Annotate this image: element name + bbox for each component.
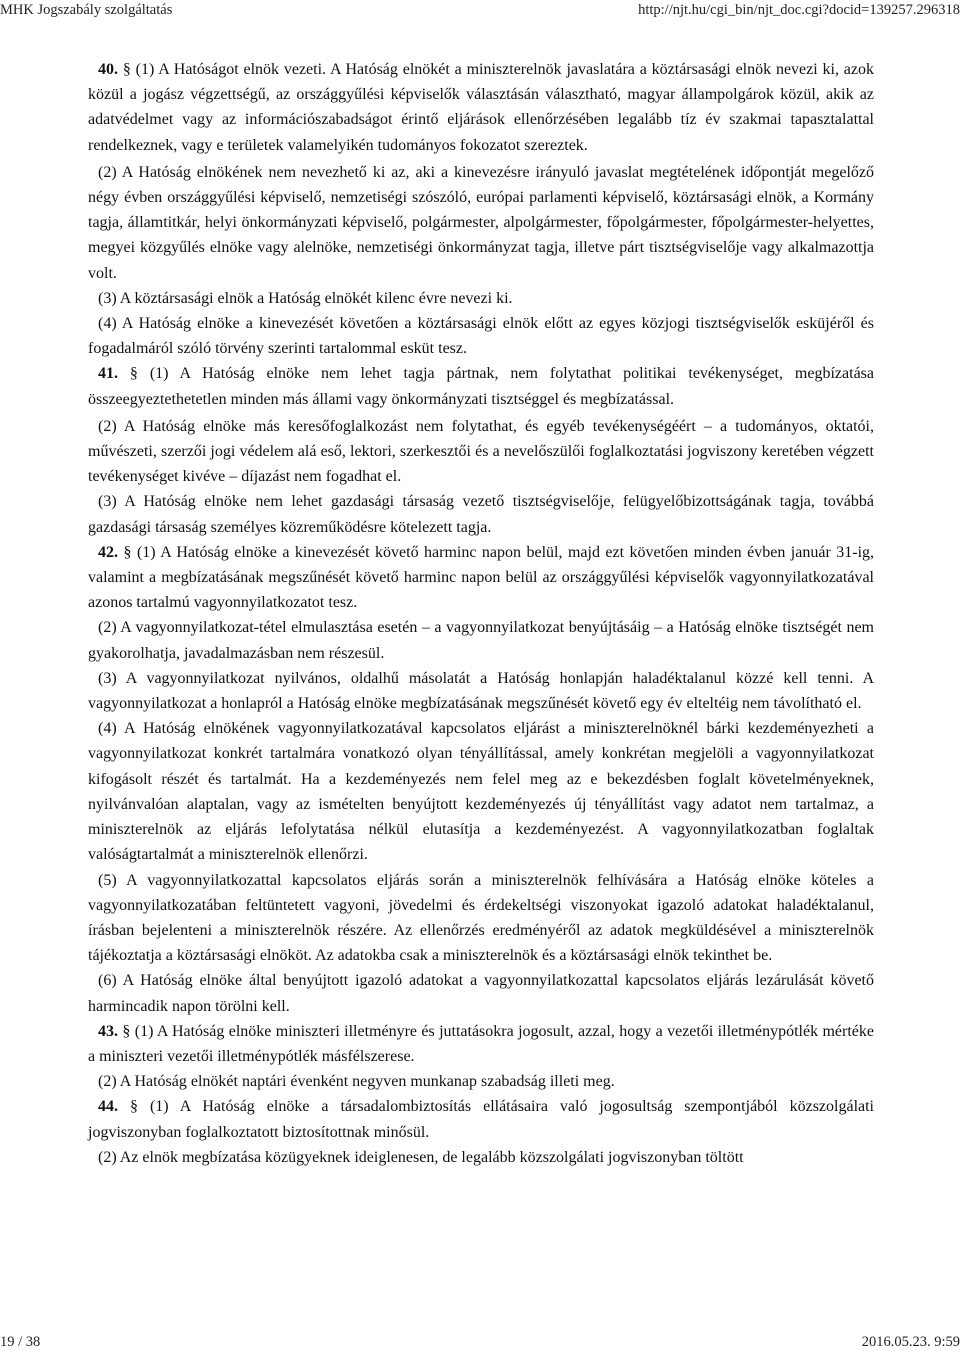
paragraph-text: (5) A vagyonnyilatkozattal kapcsolatos eljárás során a miniszterelnök felhívására a Hatóság elnöke köteles a vagyonnyilatkozatában feltüntetett vagyoni, jövedelmi és érdekeltségi viszonyokat igazoló adatokat haladéktalanul, írásban bejelenteni a miniszterelnök részére. Az ellenőrzés eredményéről az adatok megküldésével a miniszterelnök tájékoztatja a köztársasági elnököt. Az adatokba csak a miniszterelnök és a köztársasági elnök tekinthet be. xyxy=(88,871,874,965)
paragraph-text: (6) A Hatóság elnöke által benyújtott igazoló adatokat a vagyonnyilatkozattal kapcsolatos eljárás lezárulását követő harmincadik napon törölni kell. xyxy=(88,972,874,1015)
paragraph-text: (2) A Hatóság elnökét naptári évenként negyven munkanap szabadság illeti meg. xyxy=(98,1073,615,1091)
paragraph-text: (2) A Hatóság elnöke más keresőfoglalkozást nem folytathat, és egyéb tevékenységéért – a tudományos, oktatói, művészeti, szerzői jogi védelem alá eső, lektori, szerkesztői és a nevelőszülői foglalkoztatási jogviszony keretében végzett tevékenységet kivéve – díjazást nem fogadhat el. xyxy=(88,417,874,486)
paragraph-40-2 xyxy=(88,160,874,286)
paragraph-42-5 xyxy=(88,868,874,969)
paragraph-42-3 xyxy=(88,666,874,716)
paragraph-text: (2) A Hatóság elnökének nem nevezhető ki az, aki a kinevezésre irányuló javaslat megtételének időpontját megelőző négy évben országgyűlési képviselő, nemzetiségi szószóló, európai parlamenti képviselő, köztársasági elnök, a Kormány tagja, államtitkár, helyi önkormányzati képviselő, polgármester, alpolgármester, főpolgármester, főpolgármester-helyettes, megyei közgyűlés elnöke vagy alelnöke, nemzetiségi önkormányzat tagja, illetve párt tisztségviselője vagy alkalmazottja volt. xyxy=(88,163,874,282)
document-body xyxy=(88,57,874,1170)
paragraph-43-2 xyxy=(88,1069,874,1094)
paragraph-42-1 xyxy=(88,540,874,616)
paragraph-text: (4) A Hatóság elnökének vagyonnyilatkozatával kapcsolatos eljárást a miniszterelnöknél bárki kezdeményezheti a vagyonnyilatkozat konkrét tartalmára vonatkozó olyan tényállítással, amely konkrétan megjelöli a vagyonnyilatkozat kifogásolt részét és tartalmát. Ha a kezdeményezés nem felel meg az e bekezdésben foglalt követelményeknek, nyilvánvalóan alaptalan, vagy az ismételten benyújtott kezdeményezés új tényállítást vagy adatot nem tartalmaz, a miniszterelnök az eljárás lefolytatása nélkül elutasítja a kezdeményezést. A vagyonnyilatkozatban foglaltak valóságtartalmát a miniszterelnök ellenőrzi. xyxy=(88,720,874,864)
paragraph-42-2 xyxy=(88,615,874,665)
paragraph-41-3 xyxy=(88,489,874,539)
section-number: 40. xyxy=(98,61,118,78)
paragraph-42-6 xyxy=(88,968,874,1018)
paragraph-44-2 xyxy=(88,1145,874,1170)
paragraph-42-4 xyxy=(88,716,874,867)
paragraph-41-1 xyxy=(88,361,874,411)
paragraph-text: § (1) A Hatóság elnöke a kinevezését követő harminc napon belül, majd ezt követően minden évben január 31-ig, valamint a megbízatásának megszűnését követő harminc napon belül az országgyűlési képviselők vagyonnyilatkozatával azonos tartalmú vagyonnyilatkozatot tesz. xyxy=(88,543,875,612)
print-timestamp: 2016.05.23. 9:59 xyxy=(861,1334,960,1350)
page-counter: 19 / 38 xyxy=(0,1334,41,1350)
paragraph-text: (3) A köztársasági elnök a Hatóság elnökét kilenc évre nevezi ki. xyxy=(98,289,513,307)
paragraph-40-1 xyxy=(88,57,874,158)
paragraph-text: § (1) A Hatóság elnöke a társadalombiztosítás ellátásaira való jogosultság szempontjából közszolgálati jogviszonyban foglalkoztatott biztosítottnak minősül. xyxy=(88,1098,875,1141)
paragraph-text: (3) A vagyonnyilatkozat nyilvános, oldalhű másolatát a Hatóság honlapján haladéktalanul közzé kell tenni. A vagyonnyilatkozat a honlapról a Hatóság elnöke megbízatásának megszűnését követő egy év elteltéig nem távolítható el. xyxy=(88,669,874,713)
paragraph-text: (2) A vagyonnyilatkozat-tétel elmulasztása esetén – a vagyonnyilatkozat benyújtásáig – a Hatóság elnöke tisztségét nem gyakorolhatja, javadalmazásban nem részesül. xyxy=(88,619,874,662)
site-title: MHK Jogszabály szolgáltatás xyxy=(0,2,173,18)
section-number: 44. xyxy=(98,1098,118,1116)
paragraph-text: (3) A Hatóság elnöke nem lehet gazdasági társaság vezető tisztségviselője, felügyelőbizottságának tagja, továbbá gazdasági társaság személyes közreműködésre kötelezett tagja. xyxy=(88,493,874,536)
section-number: 43. xyxy=(98,1022,118,1040)
paragraph-40-3 xyxy=(88,286,874,311)
paragraph-text: § (1) A Hatóság elnöke miniszteri illetményre és juttatásokra jogosult, azzal, hogy a vezetői illetménypótlék mértéke a miniszteri vezetői illetménypótlék másfélszerese. xyxy=(88,1022,874,1065)
section-number: 42. xyxy=(98,543,118,561)
page-url[interactable]: http://njt.hu/cgi_bin/njt_doc.cgi?docid=139257.296318 xyxy=(638,2,960,18)
paragraph-text: § (1) A Hatóságot elnök vezeti. A Hatóság elnökét a miniszterelnök javaslatára a köztársasági elnök nevezi ki, azok közül a jogász végzettségű, az országgyűlési képviselők választásán választható, magyar állampolgárok közül, akik az adatvédelmet vagy az információszabadságot érintő eljárások ellenőrzésében legalább tíz év szakmai tapasztalattal rendelkeznek, vagy e területek valamelyikén tudományos fokozatot szereztek. xyxy=(88,61,874,154)
section-number: 41. xyxy=(98,365,118,383)
paragraph-41-2 xyxy=(88,414,874,490)
paragraph-43-1 xyxy=(88,1019,874,1069)
paragraph-44-1 xyxy=(88,1094,874,1144)
paragraph-text: (2) Az elnök megbízatása közügyeknek ideiglenesen, de legalább közszolgálati jogviszonyban töltött xyxy=(98,1148,744,1166)
paragraph-text: § (1) A Hatóság elnöke nem lehet tagja pártnak, nem folytathat politikai tevékenységet, megbízatása összeegyeztethetetlen minden más állami vagy önkormányzati tisztséggel és megbízatással. xyxy=(88,365,874,408)
paragraph-text: (4) A Hatóság elnöke a kinevezését követően a köztársasági elnök előtt az egyes közjogi tisztségviselők esküjéről és fogadalmáról szóló törvény szerinti tartalommal esküt tesz. xyxy=(88,315,874,358)
paragraph-40-4 xyxy=(88,311,874,361)
